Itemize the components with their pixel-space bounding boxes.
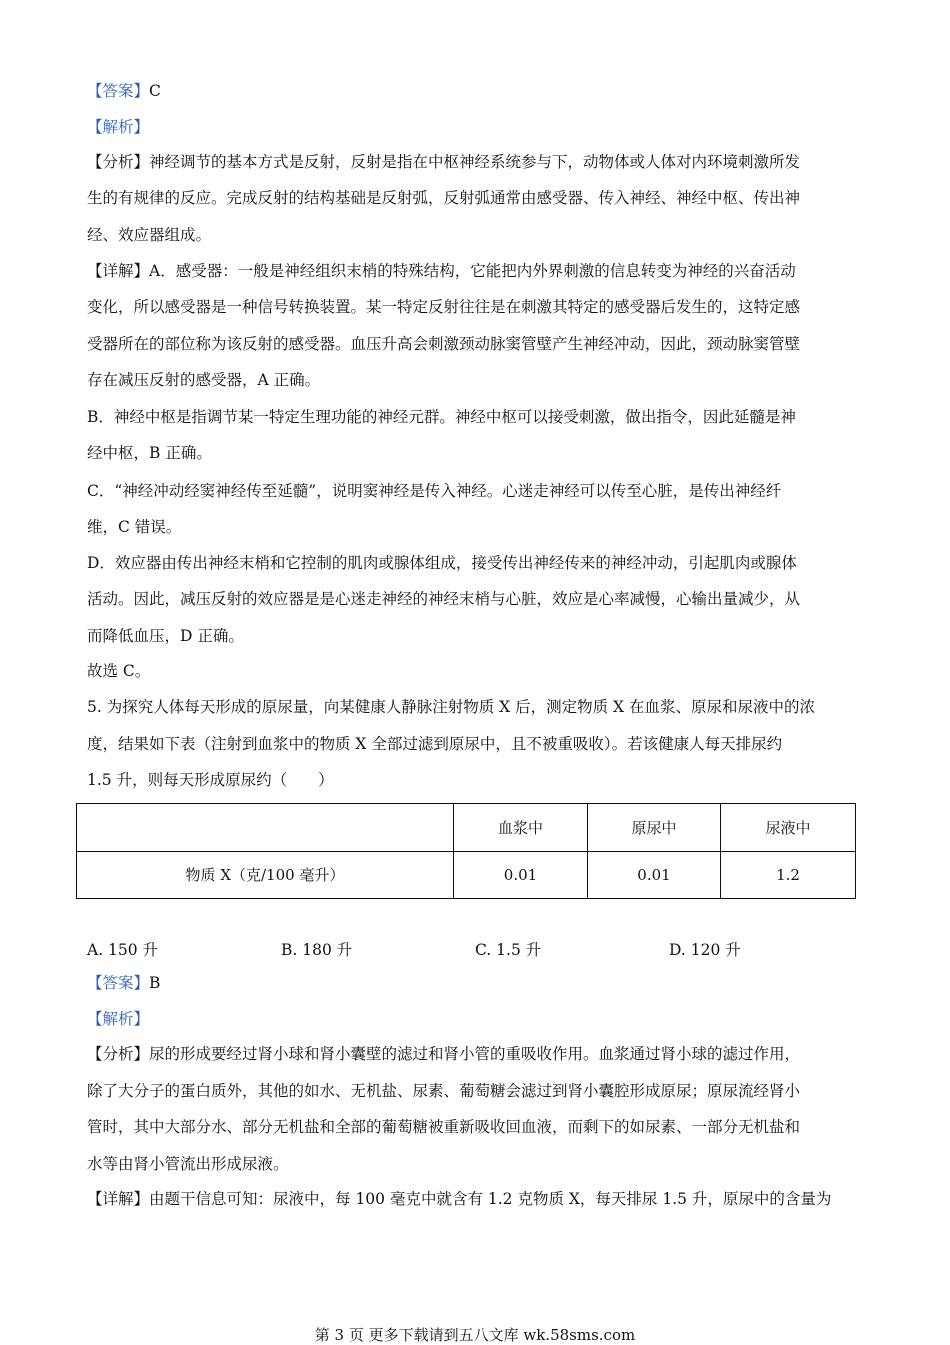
table-header-urine: 尿液中 bbox=[721, 804, 856, 852]
q4-detail-line-5: 经中枢，B 正确。 bbox=[87, 444, 212, 462]
q4-answer-line bbox=[87, 81, 161, 101]
table-header-empty bbox=[77, 804, 454, 852]
table-cell-urine: 1.2 bbox=[721, 851, 856, 899]
table-cell-primary-urine: 0.01 bbox=[588, 851, 721, 899]
q4-detail-line-9: 活动。因此，减压反射的效应器是是心迷走神经的神经末梢与心脏，效应是心率减慢，心输出量减少，从 bbox=[87, 590, 801, 608]
q5-detail-line-0: 【详解】由题干信息可知：尿液中，每 100 毫克中就含有 1.2 克物质 X，每天排尿 1.5 升，原尿中的含量为 bbox=[87, 1190, 832, 1208]
option-b: B. 180 升 bbox=[281, 941, 353, 959]
q4-detail-line-3: 存在减压反射的感受器，A 正确。 bbox=[87, 371, 321, 389]
q5-answer-line bbox=[87, 973, 160, 993]
q5-stem-line-0: 5. 为探究人体每天形成的原尿量，向某健康人静脉注射物质 X 后，测定物质 X 在血浆、原尿和尿液中的浓 bbox=[87, 698, 815, 716]
table-row-label: 物质 X（克/100 毫升） bbox=[77, 851, 454, 899]
table-header-row bbox=[77, 804, 856, 852]
table-header-plasma: 血浆中 bbox=[454, 804, 588, 852]
table-cell-plasma: 0.01 bbox=[454, 851, 588, 899]
q4-detail-line-10: 而降低血压，D 正确。 bbox=[87, 627, 244, 645]
fenxi-tag: 【分析】 bbox=[87, 1045, 150, 1063]
q5-analysis-tag: 【解析】 bbox=[87, 1010, 150, 1028]
q4-analysis-tag: 【解析】 bbox=[87, 118, 150, 136]
q4-detail-line-8: D．效应器由传出神经末梢和它控制的肌肉或腺体组成，接受传出神经传来的神经冲动，引起肌肉或腺体 bbox=[87, 554, 797, 572]
q5-fenxi-line-0: 【分析】尿的形成要经过肾小球和肾小囊壁的滤过和肾小管的重吸收作用。血浆通过肾小球的滤过作用， bbox=[87, 1045, 801, 1063]
q5-stem-line-2: 1.5 升，则每天形成原尿约（ ） bbox=[87, 771, 334, 789]
page-footer: 第 3 页 更多下载请到五八文库 wk.58sms.com bbox=[314, 1326, 636, 1344]
option-c: C. 1.5 升 bbox=[475, 941, 542, 959]
q4-fenxi-line-2: 经、效应器组成。 bbox=[87, 226, 212, 244]
q4-detail-line-4: B．神经中枢是指调节某一特定生理功能的神经元群。神经中枢可以接受刺激，做出指令，因此延髓是神 bbox=[87, 408, 796, 426]
q4-detail-line-2: 受器所在的部位称为该反射的感受器。血压升高会刺激颈动脉窦管壁产生神经冲动，因此，颈动脉窦管壁 bbox=[87, 335, 801, 353]
fenxi-tag: 【分析】 bbox=[87, 153, 150, 171]
q4-detail-line-6: C．“神经冲动经窦神经传至延髓”，说明窦神经是传入神经。心迷走神经可以传至心脏，是传出神经纤 bbox=[87, 482, 782, 500]
answer-tag: 【答案】 bbox=[87, 82, 150, 100]
q4-conclusion: 故选 C。 bbox=[87, 662, 151, 680]
q4-fenxi-line-1: 生的有规律的反应。完成反射的结构基础是反射弧，反射弧通常由感受器、传入神经、神经中枢、传出神 bbox=[87, 189, 801, 207]
detail-tag: 【详解】 bbox=[87, 262, 150, 280]
q5-fenxi-line-2: 管时，其中大部分水、部分无机盐和全部的葡萄糖被重新吸收回血液，而剩下的如尿素、一部分无机盐和 bbox=[87, 1118, 801, 1136]
table-header-primary-urine: 原尿中 bbox=[588, 804, 721, 852]
q4-answer: C bbox=[149, 82, 161, 100]
q5-stem-line-1: 度，结果如下表（注射到血浆中的物质 X 全部过滤到原尿中，且不被重吸收）。若该健康人每天排尿约 bbox=[87, 735, 783, 753]
q5-fenxi-line-1: 除了大分子的蛋白质外，其他的如水、无机盐、尿素、葡萄糖会滤过到肾小囊腔形成原尿；原尿流经肾小 bbox=[87, 1082, 801, 1100]
concentration-table bbox=[76, 803, 856, 899]
detail-tag: 【详解】 bbox=[87, 1190, 150, 1208]
option-a: A. 150 升 bbox=[87, 941, 159, 959]
q5-answer: B bbox=[149, 974, 161, 992]
table-row bbox=[77, 851, 856, 899]
q5-fenxi-line-3: 水等由肾小管流出形成尿液。 bbox=[87, 1155, 289, 1173]
answer-tag: 【答案】 bbox=[87, 974, 150, 992]
q4-detail-line-1: 变化，所以感受器是一种信号转换装置。某一特定反射往往是在刺激其特定的感受器后发生的，这特定感 bbox=[87, 298, 801, 316]
q4-fenxi-line-0: 【分析】神经调节的基本方式是反射，反射是指在中枢神经系统参与下，动物体或人体对内环境刺激所发 bbox=[87, 153, 801, 171]
option-d: D. 120 升 bbox=[669, 941, 741, 959]
q4-detail-line-7: 维，C 错误。 bbox=[87, 518, 182, 536]
q4-detail-line-0: 【详解】A．感受器：一般是神经组织末梢的特殊结构，它能把内外界刺激的信息转变为神经的兴奋活动 bbox=[87, 262, 796, 280]
